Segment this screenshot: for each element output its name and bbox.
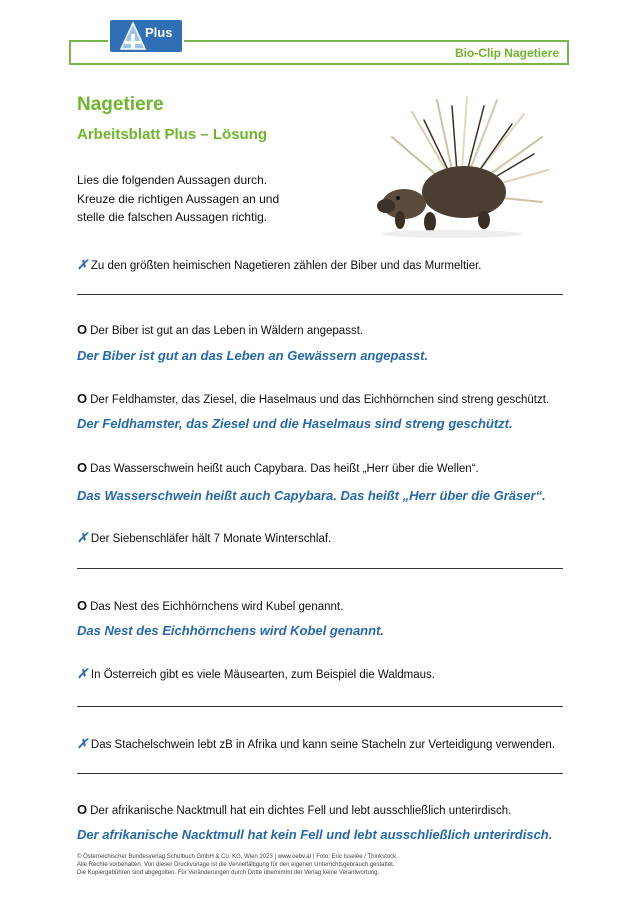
statement-text: Der Siebenschläfer hält 7 Monate Winterschlaf. [90, 533, 332, 545]
checked-mark-icon: ✗ [77, 530, 88, 545]
porcupine-photo [352, 92, 552, 242]
unchecked-mark-icon: O [77, 598, 88, 613]
answer-line [77, 773, 563, 774]
intro-line: Lies die folgenden Aussagen durch. [77, 173, 268, 187]
answer-line [77, 706, 563, 707]
answer-line [77, 568, 563, 569]
statement-5 [77, 530, 331, 546]
unchecked-mark-icon: O [77, 322, 88, 337]
unchecked-mark-icon: O [77, 391, 88, 406]
correction-2: Der Biber ist gut an das Leben an Gewässern angepasst. [77, 348, 429, 363]
triangle-logo-icon [120, 22, 146, 50]
intro-text [77, 171, 279, 227]
statement-6 [77, 598, 343, 613]
correction-9: Der afrikanische Nacktmull hat kein Fell und lebt ausschließlich unterirdisch. [77, 827, 553, 842]
answer-line [77, 294, 563, 295]
statement-text: Der Feldhamster, das Ziesel, die Haselmaus und das Eichhörnchen sind streng geschützt. [90, 394, 550, 406]
footer-line: © Österreichischer Bundesverlag Schulbuch GmbH & Co. KG, Wien 2023 | www.oebv.at | Foto: Eric Isselée / Thinkstock [77, 854, 397, 860]
correction-3: Der Feldhamster, das Ziesel und die Haselmaus sind streng geschützt. [77, 416, 513, 431]
statement-2 [77, 322, 363, 337]
checked-mark-icon: ✗ [77, 257, 88, 272]
correction-6: Das Nest des Eichhörnchens wird Kobel genannt. [77, 623, 385, 638]
page-title: Nagetiere [77, 94, 164, 115]
checked-mark-icon: ✗ [77, 736, 88, 751]
intro-line: stelle die falschen Aussagen richtig. [77, 210, 268, 224]
statement-text: Zu den größten heimischen Nagetieren zählen der Biber und das Murmeltier. [90, 260, 482, 272]
statement-3 [77, 391, 549, 406]
logo-text: Plus [145, 25, 173, 40]
header-title: Bio-Clip Nagetiere [454, 46, 559, 60]
statement-text: Der Biber ist gut an das Leben in Wäldern angepasst. [90, 325, 364, 337]
unchecked-mark-icon: O [77, 802, 88, 817]
checked-mark-icon: ✗ [77, 666, 88, 681]
plus-logo [108, 18, 184, 54]
footer-line: Die Kopiergebühren sind abgegolten. Für Veränderungen durch Dritte übernimmt der Verlag keine Verantwortung. [77, 870, 380, 877]
statement-7 [77, 666, 435, 682]
intro-line: Kreuze die richtigen Aussagen an und [77, 191, 280, 206]
statement-text: Das Wasserschwein heißt auch Capybara. Das heißt „Herr über die Wellen“. [90, 463, 479, 475]
statement-9 [77, 802, 511, 817]
statement-8 [77, 736, 555, 752]
statement-1 [77, 257, 481, 273]
statement-text: Das Nest des Eichhörnchens wird Kubel genannt. [90, 601, 344, 613]
statement-4 [77, 460, 479, 475]
statement-text: Das Stachelschwein lebt zB in Afrika und kann seine Stacheln zur Verteidigung verwenden. [90, 739, 556, 751]
statement-text: In Österreich gibt es viele Mäusearten, zum Beispiel die Waldmaus. [90, 669, 435, 681]
unchecked-mark-icon: O [77, 460, 88, 475]
correction-4: Das Wasserschwein heißt auch Capybara. Das heißt „Herr über die Gräser“. [77, 488, 546, 503]
footer-line: Alle Rechte vorbehalten. Von dieser Druckvorlage ist die Vervielfältigung für den eigenen Unterrichtsgebrauch gestattet. [77, 862, 395, 869]
statement-text: Der afrikanische Nacktmull hat ein dichtes Fell und lebt ausschließlich unterirdisch. [90, 805, 512, 817]
page-subtitle: Arbeitsblatt Plus – Lösung [77, 126, 268, 143]
footer-copyright [77, 853, 396, 878]
